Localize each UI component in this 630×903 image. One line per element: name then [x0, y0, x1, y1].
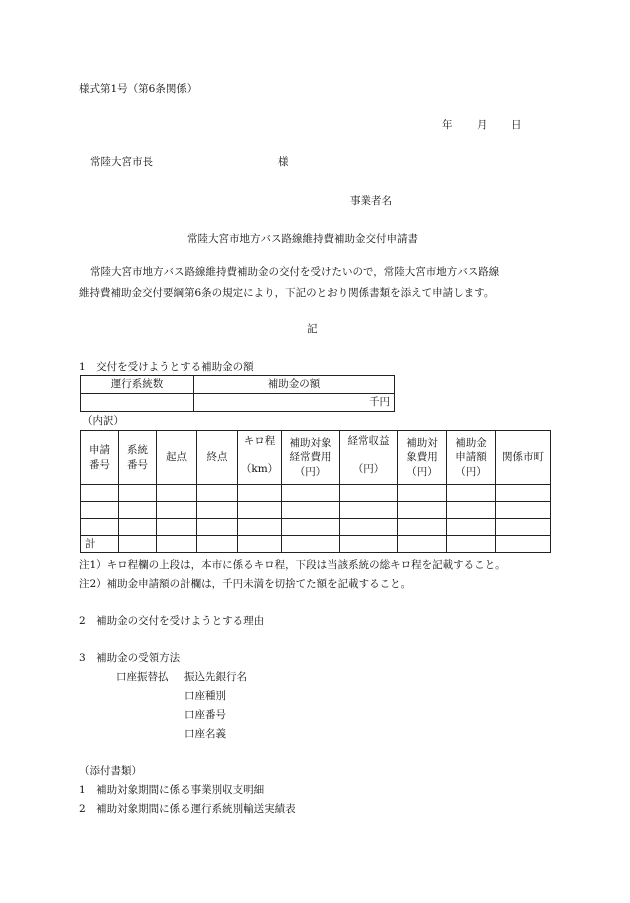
- section1-heading: 1 交付を受けようとする補助金の額: [79, 361, 254, 373]
- header-end-point: 終点: [197, 431, 238, 485]
- date-day: 日: [511, 119, 522, 131]
- note-2: 注2）補助金申請額の計欄は，千円未満を切捨てた額を記載すること。: [79, 578, 412, 590]
- account-holder-label: 口座名義: [184, 728, 226, 740]
- body-line-1: 常陸大宮市地方バス路線維持費補助金の交付を受けたいので，常陸大宮市地方バス路線: [90, 266, 500, 278]
- header-eligible-expense: 補助対 象費用 （円）: [398, 431, 447, 485]
- section3-heading: 3 補助金の受領方法: [79, 652, 181, 664]
- addressee-name: 常陸大宮市長: [90, 156, 153, 168]
- table-row: [81, 485, 551, 502]
- attachment-item-2: 2 補助対象期間に係る運行系統別輸送実績表: [79, 803, 296, 815]
- route-count-header: 運行系統数: [81, 376, 194, 394]
- account-type-label: 口座種別: [184, 690, 226, 702]
- table-row: [81, 502, 551, 519]
- header-eligible-cost: 補助対象 経常費用 （円）: [282, 431, 340, 485]
- date-year: 年: [442, 119, 453, 131]
- breakdown-label: （内訳）: [82, 415, 124, 427]
- total-row: [81, 536, 551, 553]
- route-count-cell: [81, 394, 194, 412]
- addressee-honorific: 様: [278, 156, 289, 168]
- subsidy-amount-table: [80, 375, 395, 412]
- header-application-number: 申請 番号: [81, 431, 119, 485]
- document-title: 常陸大宮市地方バス路線維持費補助金交付申請書: [187, 233, 418, 245]
- attachments-label: （添付書類）: [79, 765, 142, 777]
- header-distance: キロ程 （km）: [238, 431, 282, 485]
- ki-label: 記: [307, 323, 318, 335]
- table-row: [81, 519, 551, 536]
- body-line-2: 維持費補助金交付要綱第6条の規定により，下記のとおり関係書類を添えて申請します。: [79, 287, 495, 299]
- attachment-item-1: 1 補助対象期間に係る事業別収支明細: [79, 784, 265, 796]
- account-number-label: 口座番号: [184, 709, 226, 721]
- subsidy-amount-header: 補助金の額: [194, 376, 395, 394]
- bank-name-label: 振込先銀行名: [184, 671, 247, 683]
- total-label: 計: [81, 536, 119, 553]
- applicant-label: 事業者名: [350, 195, 392, 207]
- breakdown-table: [80, 430, 551, 553]
- section2-heading: 2 補助金の交付を受けようとする理由: [79, 615, 265, 627]
- header-route-number: 系統 番号: [119, 431, 157, 485]
- header-start-point: 起点: [157, 431, 197, 485]
- payment-method: 口座振替払: [116, 671, 169, 683]
- header-revenue: 経常収益 （円）: [340, 431, 398, 485]
- form-number: 様式第1号（第6条関係）: [79, 83, 198, 95]
- header-municipalities: 関係市町: [496, 431, 551, 485]
- date-month: 月: [477, 119, 488, 131]
- note-1: 注1）キロ程欄の上段は，本市に係るキロ程，下段は当該系統の総キロ程を記載すること。: [79, 559, 506, 571]
- subsidy-amount-unit: 千円: [194, 394, 395, 412]
- header-subsidy-request: 補助金 申請額 （円）: [447, 431, 496, 485]
